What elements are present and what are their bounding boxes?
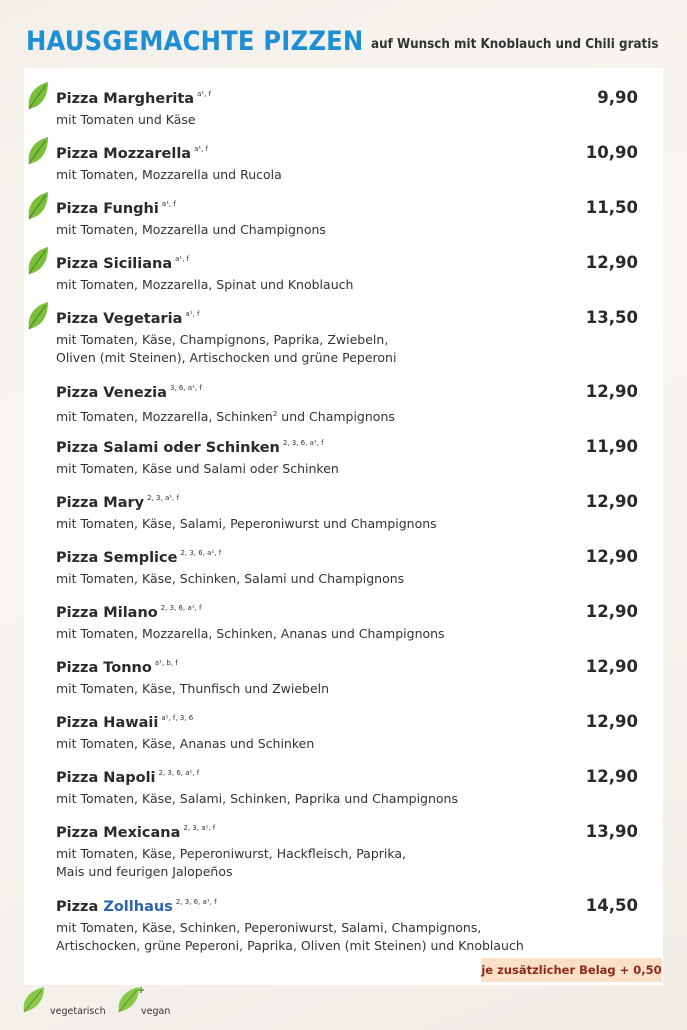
pizza-name-text: Pizza: [56, 899, 99, 915]
menu-title: HAUSGEMACHTE PIZZEN: [26, 26, 364, 57]
pizza-description: [56, 680, 329, 698]
allergen-codes: a¹, f: [175, 255, 190, 263]
pizza-name: [56, 384, 202, 401]
pizza-description: [56, 331, 396, 367]
pizza-name-text: Pizza Hawaii: [56, 715, 159, 731]
pizza-description: [56, 735, 314, 753]
pizza-price: 12,90: [585, 657, 638, 676]
description-line-2: Mais und feurigen Jalopeños: [56, 864, 233, 879]
pizza-price: 9,90: [597, 88, 638, 107]
description-line-1: mit Tomaten, Käse, Salami, Peperoniwurst und Champignons: [56, 516, 437, 531]
pizza-description: [56, 405, 395, 426]
description-line-1: mit Tomaten, Mozzarella, Spinat und Knoblauch: [56, 277, 354, 292]
pizza-name-text: Pizza Semplice: [56, 550, 178, 566]
pizza-name: [56, 824, 215, 841]
pizza-description: [56, 919, 524, 955]
pizza-name: [56, 200, 176, 217]
pizza-price: 13,90: [585, 822, 638, 841]
leaf-icon: [26, 136, 50, 166]
pizza-description: [56, 166, 282, 184]
pizza-price: 12,90: [585, 712, 638, 731]
allergen-codes: a¹, f: [197, 90, 212, 98]
allergen-codes: 2, 3, a¹, f: [147, 494, 179, 502]
allergen-codes: 2, 3, 6, a¹, f: [175, 898, 217, 906]
pizza-description: [56, 515, 437, 533]
allergen-codes: 2, 3, 6, a¹, f: [158, 769, 200, 777]
description-line-1: mit Tomaten, Käse und Salami oder Schinken: [56, 461, 339, 476]
pizza-description: [56, 790, 458, 808]
pizza-name-text: Pizza Vegetaria: [56, 311, 183, 327]
pizza-name-text: Pizza Margherita: [56, 91, 195, 107]
pizza-price: 12,90: [585, 492, 638, 511]
description-line-1: mit Tomaten, Käse, Ananas und Schinken: [56, 736, 315, 751]
description-line-1: mit Tomaten und Käse: [56, 112, 196, 127]
pizza-description: [56, 845, 406, 881]
pizza-name: [56, 769, 199, 786]
pizza-price: 12,90: [585, 547, 638, 566]
description-line-1: mit Tomaten, Käse, Schinken, Salami und Champignons: [56, 571, 405, 586]
leaf-icon: [26, 191, 50, 221]
allergen-codes: 2, 3, a¹, f: [183, 824, 216, 832]
pizza-name: [56, 145, 208, 162]
pizza-name-text: Pizza Siciliana: [56, 256, 173, 272]
description-line-1: mit Tomaten, Käse, Schinken, Peperoniwurst, Salami, Champignons,: [56, 920, 482, 935]
pizza-price: 10,90: [585, 143, 638, 162]
allergen-codes: 2, 3, 6, a¹, f: [160, 604, 202, 612]
pizza-name-text: Pizza Funghi: [56, 201, 159, 217]
description-line-1: mit Tomaten, Käse, Salami, Schinken, Paprika und Champignons: [56, 791, 458, 806]
allergen-codes: a¹, b, f: [154, 659, 178, 667]
pizza-name: [56, 439, 324, 456]
pizza-name: [56, 310, 199, 327]
pizza-description: [56, 460, 339, 478]
pizza-name: [56, 494, 179, 511]
description-line-1: mit Tomaten, Käse, Champignons, Paprika, Zwiebeln,: [56, 332, 389, 347]
pizza-name-text: Pizza Tonno: [56, 660, 152, 676]
legend-vegan-label: vegan: [141, 1006, 171, 1017]
pizza-price: 11,50: [585, 198, 638, 217]
pizza-price: 12,90: [585, 382, 638, 401]
description-line-2: Oliven (mit Steinen), Artischocken und grüne Peperoni: [56, 350, 397, 365]
menu-subtitle: auf Wunsch mit Knoblauch und Chili gratis: [371, 37, 659, 52]
pizza-name-text: Pizza Venezia: [56, 385, 167, 401]
pizza-description: [56, 111, 196, 129]
allergen-codes: a¹, f: [194, 145, 209, 153]
pizza-name: [56, 255, 189, 272]
leaf-icon: [26, 301, 50, 331]
allergen-codes: 3, 6, a¹, f: [169, 384, 202, 392]
pizza-price: 12,90: [585, 767, 638, 786]
leaf-icon: [26, 246, 50, 276]
description-line-1: mit Tomaten, Käse, Peperoniwurst, Hackfleisch, Paprika,: [56, 846, 407, 861]
pizza-description: [56, 221, 326, 239]
menu-card: [24, 68, 663, 985]
extra-topping-note: je zusätzlicher Belag + 0,50: [481, 958, 662, 982]
leaf-icon: [26, 81, 50, 111]
allergen-codes: a¹, f, 3, 6: [161, 714, 194, 722]
allergen-codes: a¹, f: [185, 310, 200, 318]
pizza-name-text: Pizza Mexicana: [56, 825, 181, 841]
pizza-price: 13,50: [585, 308, 638, 327]
description-line-1: mit Tomaten, Mozzarella und Champignons: [56, 222, 326, 237]
pizza-name-text: Pizza Salami oder Schinken: [56, 440, 280, 456]
description-line-1: mit Tomaten, Mozzarella, Schinken, Ananas und Champignons: [56, 626, 445, 641]
description-line-2: Artischocken, grüne Peperoni, Paprika, Oliven (mit Steinen) und Knoblauch: [56, 938, 524, 953]
menu-header: [26, 26, 665, 62]
leaf-icon: [20, 985, 48, 1015]
pizza-name: [56, 898, 217, 915]
pizza-price: 12,90: [585, 253, 638, 272]
pizza-name: [56, 604, 201, 621]
description-line-1: mit Tomaten, Käse, Thunfisch und Zwiebeln: [56, 681, 330, 696]
pizza-name-text: Pizza Mozzarella: [56, 146, 192, 162]
legend-vegetarian-label: vegetarisch: [50, 1006, 106, 1017]
pizza-description: [56, 625, 445, 643]
pizza-price: 14,50: [585, 896, 638, 915]
allergen-codes: 2, 3, 6, a¹, f: [180, 549, 222, 557]
pizza-name-text: Pizza Milano: [56, 605, 158, 621]
pizza-price: 12,90: [585, 602, 638, 621]
pizza-name: [56, 549, 221, 566]
pizza-description: [56, 570, 404, 588]
pizza-name-text: Pizza Mary: [56, 495, 145, 511]
pizza-name-text: Pizza Napoli: [56, 770, 156, 786]
allergen-codes: a¹, f: [161, 200, 176, 208]
description-line-1: mit Tomaten, Mozzarella und Rucola: [56, 167, 282, 182]
pizza-name-highlight: Zollhaus: [103, 899, 173, 915]
pizza-name: [56, 659, 178, 676]
description-footnote: 2: [272, 410, 278, 418]
allergen-codes: 2, 3, 6, a¹, f: [282, 439, 324, 447]
pizza-price: 11,90: [585, 437, 638, 456]
description-line-1: mit Tomaten, Mozzarella, Schinken: [56, 409, 273, 424]
pizza-name: [56, 714, 193, 731]
pizza-name: [56, 90, 211, 107]
pizza-description: [56, 276, 353, 294]
description-line-1-tail: und Champignons: [277, 409, 395, 424]
